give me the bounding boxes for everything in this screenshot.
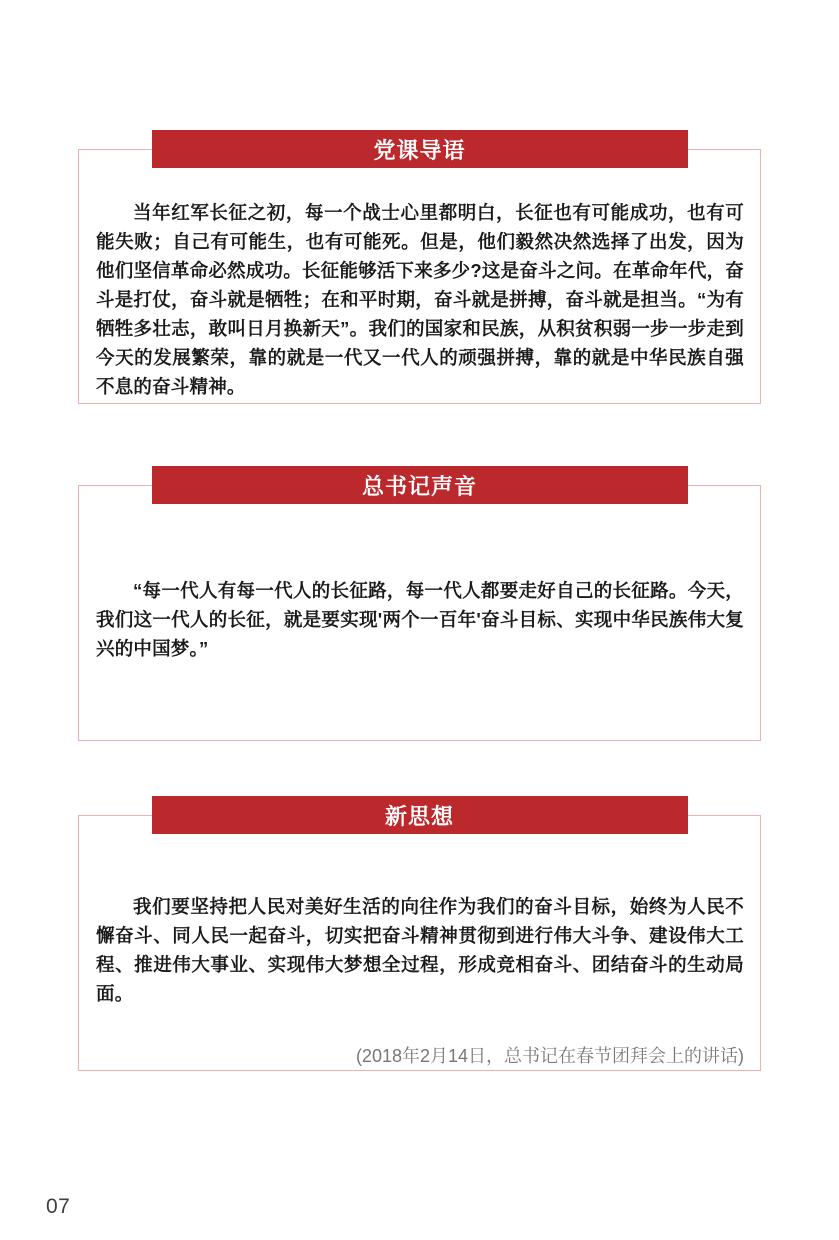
body-paragraph: “每一代人有每一代人的长征路，每一代人都要走好自己的长征路。今天，我们这一代人的长征，就是要实现'两个一百年'奋斗目标、实现中华民族伟大复兴的中国梦。”	[96, 580, 744, 659]
page-number: 07	[46, 1195, 71, 1218]
section-new-thought	[0, 796, 839, 1071]
section-banner	[152, 130, 688, 168]
body-paragraph: 我们要坚持把人民对美好生活的向往作为我们的奋斗目标，始终为人民不懈奋斗、同人民一起奋斗，切实把奋斗精神贯彻到进行伟大斗争、建设伟大工程、推进伟大事业、实现伟大梦想全过程，形成竞相奋斗、团结奋斗的生动局面。	[96, 896, 744, 1004]
section-banner	[152, 466, 688, 504]
quote-attribution: (2018年2月14日，总书记在春节团拜会上的讲话)	[355, 1046, 744, 1066]
section-title: 新思想	[384, 803, 454, 829]
content-box	[78, 815, 761, 1071]
section-general-secretary-voice	[0, 466, 839, 741]
content-box	[78, 485, 761, 741]
section-title: 党课导语	[373, 137, 466, 163]
content-box-inner	[79, 150, 760, 401]
content-box-inner	[79, 816, 760, 1071]
content-box-inner	[79, 486, 760, 663]
section-party-lesson-intro	[0, 130, 839, 404]
body-paragraph: 当年红军长征之初，每一个战士心里都明白，长征也有可能成功，也有可能失败；自己有可能生，也有可能死。但是，他们毅然决然选择了出发，因为他们坚信革命必然成功。长征能够活下来多少?这是奋斗之问。在革命年代，奋斗是打仗，奋斗就是牺牲；在和平时期，奋斗就是拼搏，奋斗就是担当。“为有牺牲多壮志，敢叫日月换新天”。我们的国家和民族，从积贫积弱一步一步走到今天的发展繁荣，靠的就是一代又一代人的顽强拼搏，靠的就是中华民族自强不息的奋斗精神。	[96, 202, 744, 397]
content-box	[78, 149, 761, 404]
section-banner	[152, 796, 688, 834]
section-title: 总书记声音	[361, 473, 477, 499]
